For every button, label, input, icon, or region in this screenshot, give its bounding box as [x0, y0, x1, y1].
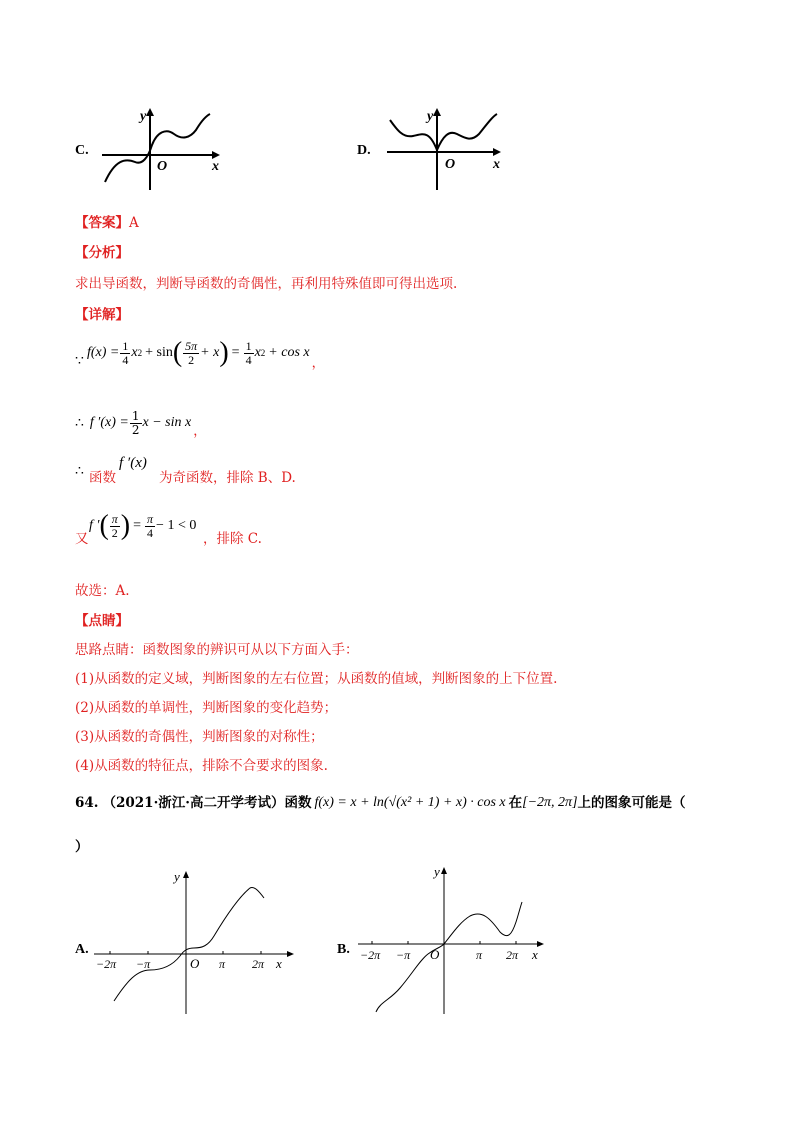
origin-label: O	[157, 159, 168, 174]
answer-value: A	[129, 215, 139, 231]
analysis-tag: 【分析】	[75, 245, 129, 261]
tips-item-3: (3)从函数的奇偶性，判断图象的对称性；	[75, 729, 324, 745]
eq1-equals: =	[231, 345, 240, 360]
eq2-frac: $\frac{1}{2}$	[131, 408, 140, 437]
option-a-label: A.	[75, 942, 89, 957]
tick-label-neg-pi: −π	[396, 948, 411, 962]
therefore-symbol: ∴	[75, 463, 84, 479]
tick-label-2pi: 2π	[252, 957, 265, 971]
y-axis-arrow	[183, 871, 189, 878]
y-axis-arrow	[433, 108, 441, 116]
eq1-frac-2: $\frac{5\pi}{2}$	[185, 338, 198, 367]
tips-item-4: (4)从函数的特征点，排除不合要求的图象.	[75, 758, 328, 774]
tick-label-neg-2pi: −2π	[96, 957, 117, 971]
axis-y-label: y	[434, 864, 440, 879]
eq1-frac-1: $\frac{1}{4}$	[122, 338, 129, 367]
question-64	[75, 786, 686, 820]
eq1-frac-3: $\frac{1}{4}$	[245, 338, 252, 367]
question-interval: [−2π, 2π]	[522, 795, 578, 810]
option-a-graph	[92, 866, 302, 1016]
tick-label-neg-pi: −π	[136, 957, 151, 971]
axis-x-label: x	[276, 956, 282, 971]
origin-label: O	[445, 157, 456, 172]
origin-label: O	[190, 956, 200, 971]
axis-x-label: x	[212, 159, 219, 174]
eq4-f: f ′	[89, 518, 100, 533]
question-number: 64.	[75, 795, 99, 811]
tips-item-1: (1)从函数的定义域，判断图象的左右位置；从函数的值域，判断图象的上下位置.	[75, 671, 558, 687]
detail-line-2	[75, 403, 206, 443]
option-b-label: B.	[337, 942, 350, 957]
eq1-sin: + sin	[145, 345, 173, 360]
eq1-x: x	[131, 345, 138, 360]
eq1-cos: + cos x	[268, 345, 310, 360]
eq2-rest: x − sin x	[142, 415, 192, 430]
x-axis-arrow	[287, 951, 294, 957]
tick-label-pi: π	[476, 948, 483, 962]
tick-label-2pi: 2π	[506, 948, 519, 962]
conclusion: 故选：A.	[75, 583, 130, 599]
eq1-plus-x: + x	[200, 345, 220, 360]
axis-y-label: y	[174, 869, 180, 884]
question-source: （2021·浙江·高二开学考试）函数	[102, 795, 312, 811]
question-function: f(x) = x + ln(√(x² + 1) + x) · cos x	[314, 795, 506, 810]
question-close: ）	[75, 839, 89, 855]
eq1-lhs: f(x) =	[87, 345, 120, 360]
answer-line	[75, 214, 139, 232]
option-d-graph	[385, 100, 510, 192]
origin-label: O	[430, 947, 440, 962]
eq4-equals: =	[133, 518, 142, 533]
option-b-graph	[356, 862, 551, 1017]
tips-item-2: (2)从函数的单调性，判断图象的变化趋势；	[75, 700, 338, 716]
equation-1: f(x) = $\frac{1}{4}$ x 2 + sin ( $\frac{5\pi}{2}$ + x ) = $\frac{1}{4}$ x 2 + cos x ，	[87, 337, 325, 370]
question-interval-pre: 在	[508, 795, 523, 811]
line3-expr: f ′(x)	[119, 455, 147, 471]
line4-post: ，排除 C.	[203, 531, 262, 547]
tips-intro: 思路点睛：函数图象的辨识可从以下方面入手：	[75, 642, 359, 658]
eq1-tail: ，	[311, 354, 325, 370]
axis-y-label: y	[427, 109, 434, 124]
eq4-frac-2: $\frac{\pi}{4}$	[147, 511, 154, 540]
tick-label-pi: π	[219, 957, 226, 971]
axis-x-label: x	[532, 947, 538, 962]
axis-y-label: y	[140, 109, 147, 124]
y-axis-arrow	[146, 108, 154, 116]
option-c-label: C.	[75, 143, 89, 158]
option-c-graph	[100, 100, 230, 192]
a-curve	[114, 887, 264, 1001]
question-suffix: 上的图象可能是（	[577, 795, 686, 811]
eq1-exp: 2	[137, 348, 143, 358]
eq4-rest: − 1 < 0	[156, 518, 197, 533]
d-curve	[390, 114, 497, 150]
x-axis-arrow	[212, 151, 220, 159]
line4-pre: 又	[75, 531, 89, 547]
line3-pre: 函数	[89, 470, 116, 486]
because-symbol: ∵	[75, 353, 84, 369]
line3-post: 为奇函数，排除 B、D.	[159, 470, 296, 486]
y-axis-arrow	[441, 867, 447, 874]
analysis-text: 求出导函数，判断导函数的奇偶性，再利用特殊值即可得出选项.	[75, 276, 458, 292]
equation-4: f ′ ( $\frac{\pi}{2}$ ) = $\frac{\pi}{4}$ − 1 < 0	[89, 510, 197, 541]
eq2-tail: ，	[193, 423, 207, 439]
therefore-symbol: ∴	[75, 415, 84, 431]
axis-x-label: x	[493, 157, 500, 172]
answer-tag: 【答案】	[75, 215, 129, 231]
detail-tag: 【详解】	[75, 307, 129, 323]
eq2-lhs: f ′(x) =	[89, 415, 129, 430]
x-axis-arrow	[537, 941, 544, 947]
x-axis-arrow	[493, 148, 501, 156]
eq4-frac-1: $\frac{\pi}{2}$	[111, 511, 118, 540]
option-d-label: D.	[357, 143, 371, 158]
eq1-x2: x	[254, 345, 261, 360]
tips-tag: 【点睛】	[75, 613, 129, 629]
tick-label-neg-2pi: −2π	[360, 948, 381, 962]
